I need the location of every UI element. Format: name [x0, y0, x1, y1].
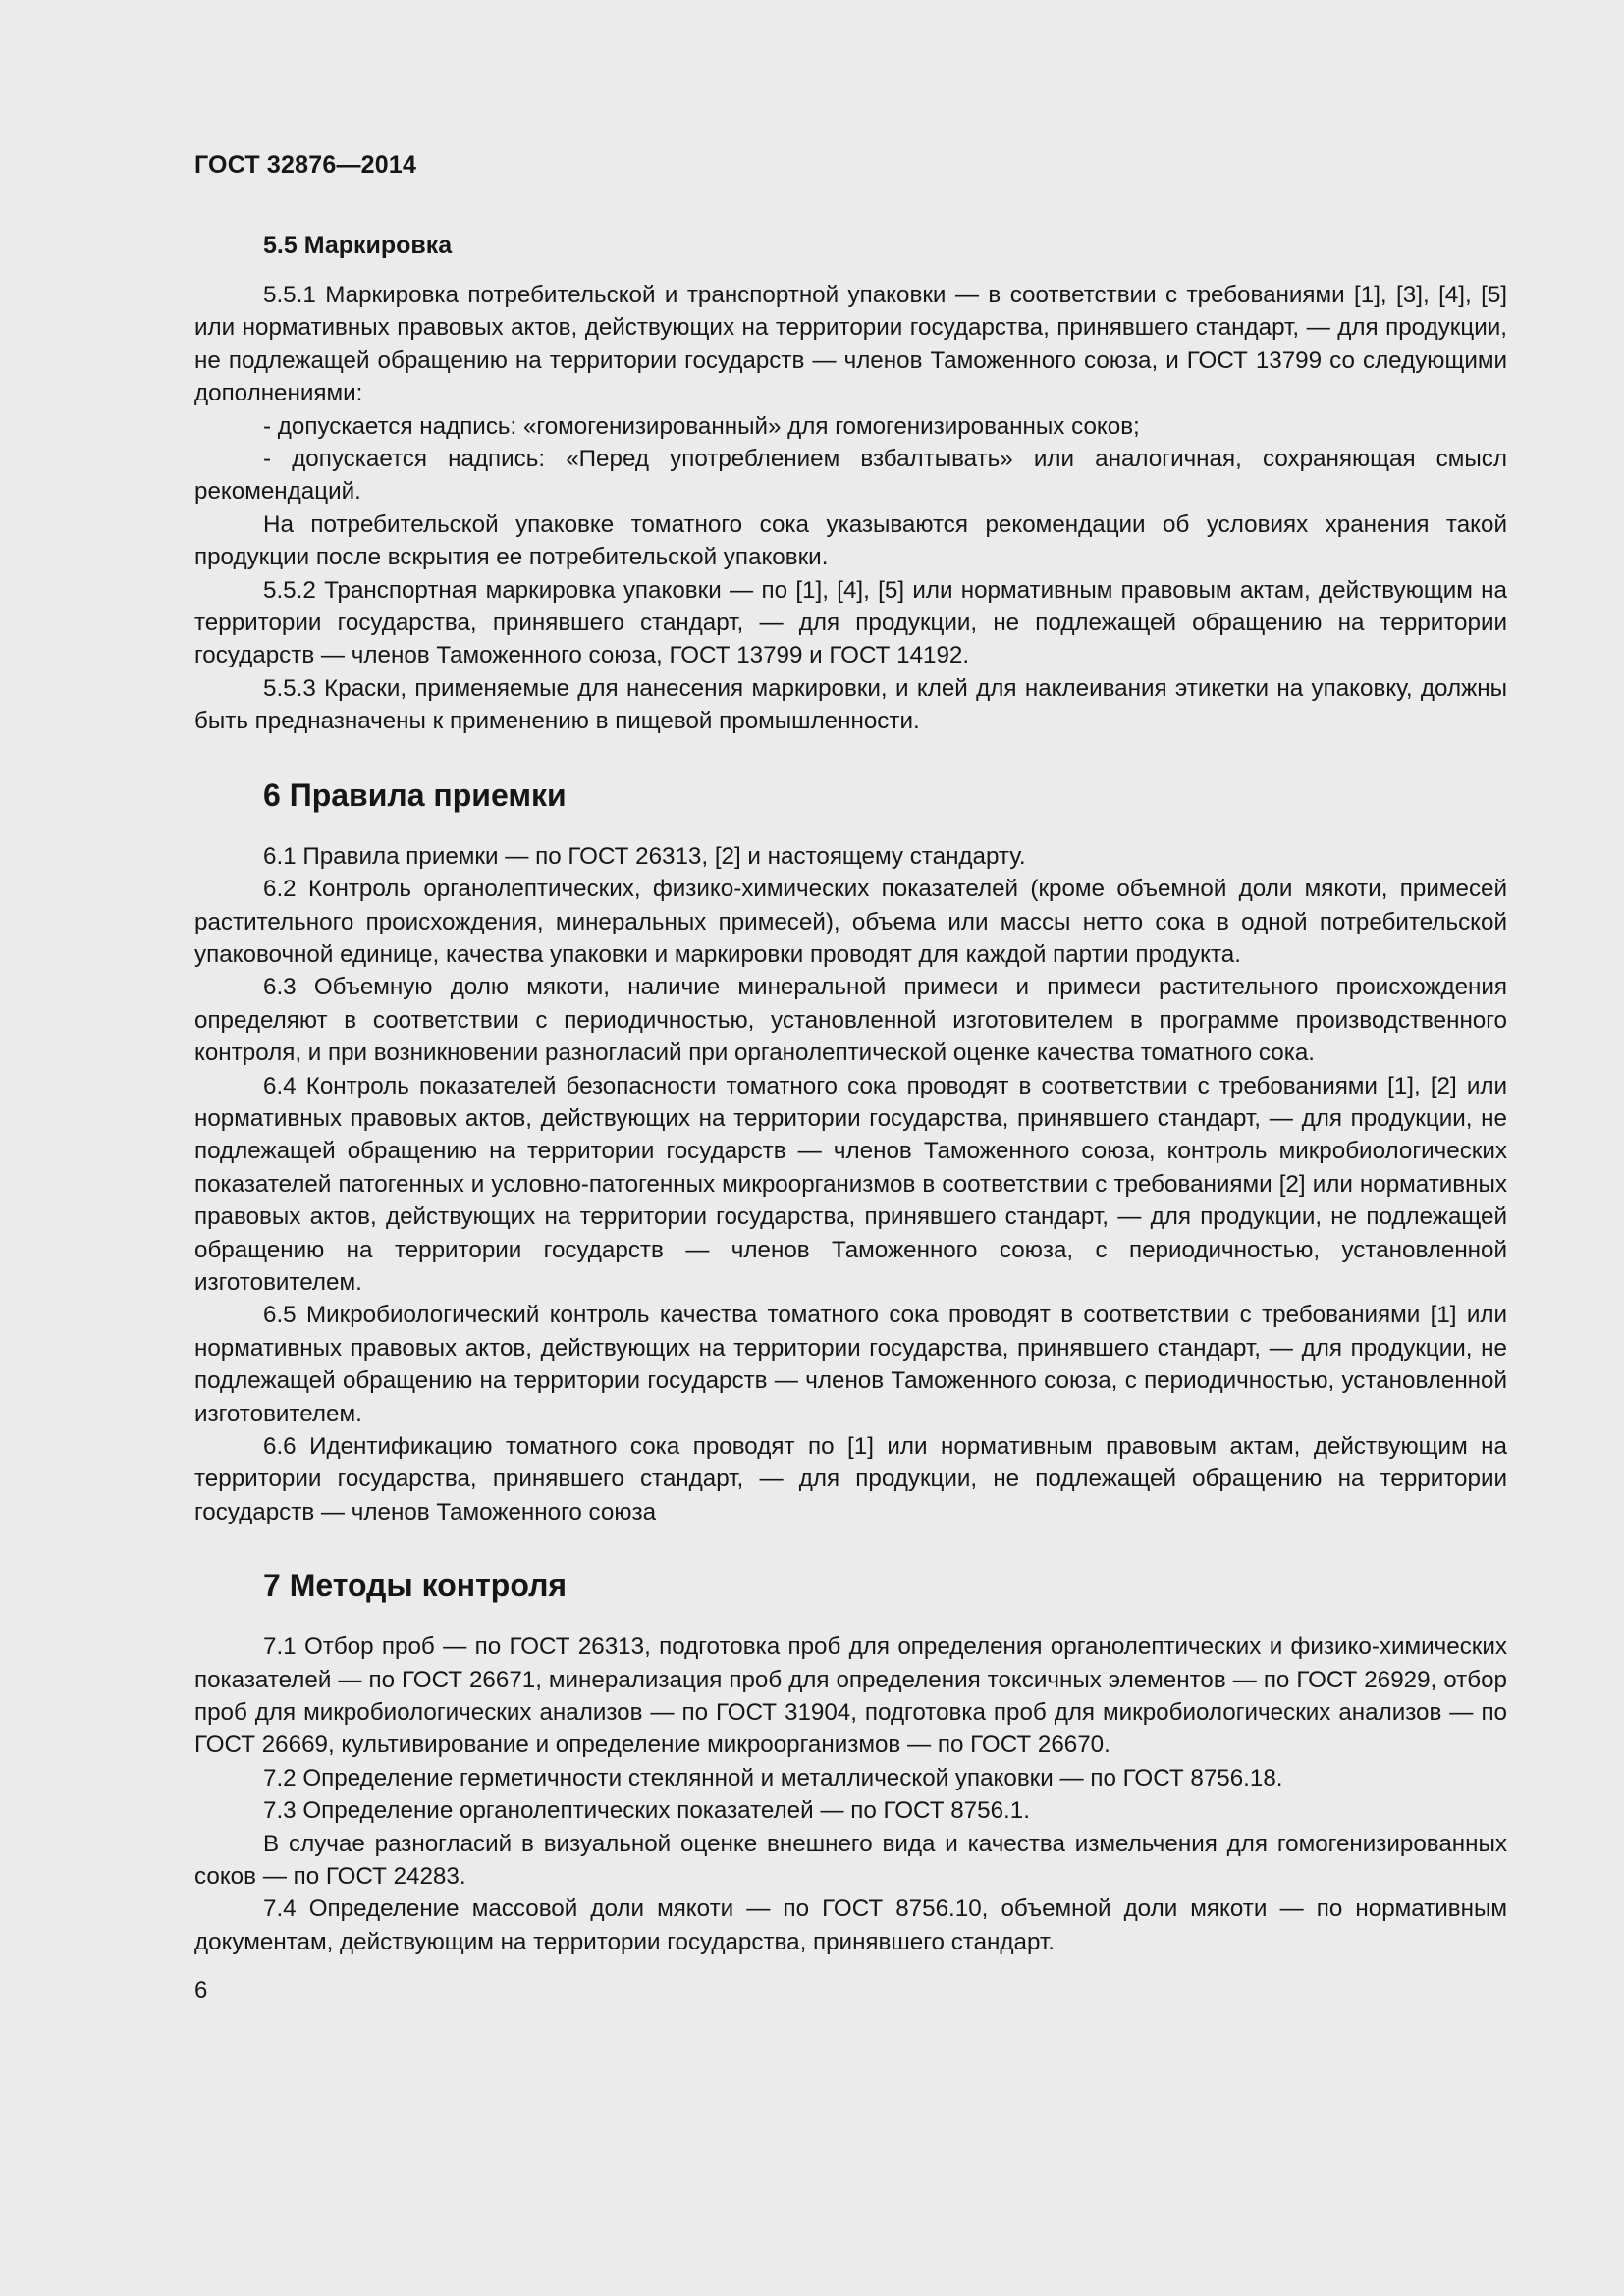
- section-7: [194, 1566, 1507, 1958]
- paragraph-5-5-3: 5.5.3 Краски, применяемые для нанесения маркировки, и клей для наклеивания этикетки на упаковку, должны быть предназначены к применению в пищевой промышленности.: [194, 674, 1507, 735]
- paragraph-disagreements: В случае разногласий в визуальной оценке внешнего вида и качества измельчения для гомогенизированных соков — по ГОСТ 24283.: [194, 1830, 1507, 1891]
- paragraph-6-3: 6.3 Объемную долю мякоти, наличие минеральной примеси и примеси растительного происхождения определяют в соответствии с периодичностью, установленной изготовителем в программе производственного контроля, и при возникновении разногласий при органолептической оценке качества томатного сока.: [194, 974, 1507, 1067]
- paragraph-7-2: 7.2 Определение герметичности стеклянной и металлической упаковки — по ГОСТ 8756.18.: [263, 1764, 1283, 1791]
- paragraph-recommendations: На потребительской упаковке томатного сока указываются рекомендации об условиях хранения такой продукции после вскрытия ее потребительской упаковки.: [194, 510, 1507, 571]
- paragraph-6-6: 6.6 Идентификацию томатного сока проводят по [1] или нормативным правовым актам, действующим на территории государства, принявшего стандарт, — для продукции, не подлежащей обращению на территории государств — членов Таможенного союза: [194, 1433, 1507, 1525]
- document-id: ГОСТ 32876—2014: [194, 151, 417, 179]
- subsection-5-5: [194, 228, 1507, 738]
- paragraph-7-1: 7.1 Отбор проб — по ГОСТ 26313, подготовка проб для определения органолептических и физико-химических показателей — по ГОСТ 26671, минерализация проб для определения токсичных элементов — по ГОСТ 26929, отбор проб для микробиологических анализов — по ГОСТ 31904, подготовка проб для микробиологических анализов — по ГОСТ 26669, культивирование и определение микроорганизмов — по ГОСТ 26670.: [194, 1633, 1507, 1759]
- paragraph-6-1: 6.1 Правила приемки — по ГОСТ 26313, [2] и настоящему стандарту.: [263, 842, 1026, 870]
- paragraph-5-5-2: 5.5.2 Транспортная маркировка упаковки — по [1], [4], [5] или нормативным правовым актам, действующим на территории государства, принявшего стандарт, — для продукции, не подлежащей обращению на территории государств — членов Таможенного союза, ГОСТ 13799 и ГОСТ 14192.: [194, 576, 1507, 669]
- paragraph-7-4: 7.4 Определение массовой доли мякоти — по ГОСТ 8756.10, объемной доли мякоти — по нормативным документам, действующим на территории государства, принявшего стандарт.: [194, 1896, 1507, 1955]
- section-title: 6 Правила приемки: [263, 776, 567, 813]
- list-item-dash-2: - допускается надпись: «Перед употреблением взбалтывать» или аналогичная, сохраняющая смысл рекомендаций.: [194, 446, 1507, 506]
- page-number: 6: [194, 1977, 208, 2004]
- section-6: [194, 775, 1507, 1529]
- paragraph-5-5-1: 5.5.1 Маркировка потребительской и транспортной упаковки — в соответствии с требованиями [1], [3], [4], [5] или нормативных правовых актов, действующих на территории государства, принявшего стандарт, — для продукции, не подлежащей обращению на территории государств — членов Таможенного союза, и ГОСТ 13799 со следующими дополнениями:: [194, 282, 1507, 407]
- list-item-dash-1: - допускается надпись: «гомогенизированный» для гомогенизированных соков;: [263, 412, 1140, 440]
- paragraph-6-2: 6.2 Контроль органолептических, физико-химических показателей (кроме объемной доли мякоти, примесей растительного происхождения, минеральных примесей), объема или массы нетто сока в одной потребительской упаковочной единице, качества упаковки и маркировки проводят для каждой партии продукта.: [194, 876, 1507, 968]
- paragraph-6-5: 6.5 Микробиологический контроль качества томатного сока проводят в соответствии с требованиями [1] или нормативных правовых актов, действующих на территории государства, принявшего стандарт, — для продукции, не подлежащей обращению на территории государств — членов Таможенного союза, с периодичностью, установленной изготовителем.: [194, 1302, 1507, 1427]
- paragraph-7-3: 7.3 Определение органолептических показателей — по ГОСТ 8756.1.: [263, 1797, 1030, 1825]
- subsection-title: 5.5 Маркировка: [263, 232, 453, 259]
- section-title: 7 Методы контроля: [263, 1568, 568, 1604]
- paragraph-6-4: 6.4 Контроль показателей безопасности томатного сока проводят в соответствии с требованиями [1], [2] или нормативных правовых актов, действующих на территории государства, принявшего стандарт, — для продукции, не подлежащей обращению на территории государств — членов Таможенного союза, контроль микробиологических показателей патогенных и условно-патогенных микроорганизмов в соответствии с требованиями [2] или нормативных правовых актов, действующих на территории государства, принявшего стандарт, — для продукции, не подлежащей обращению на территории государств — членов Таможенного союза, с периодичностью, установленной изготовителем.: [194, 1072, 1507, 1296]
